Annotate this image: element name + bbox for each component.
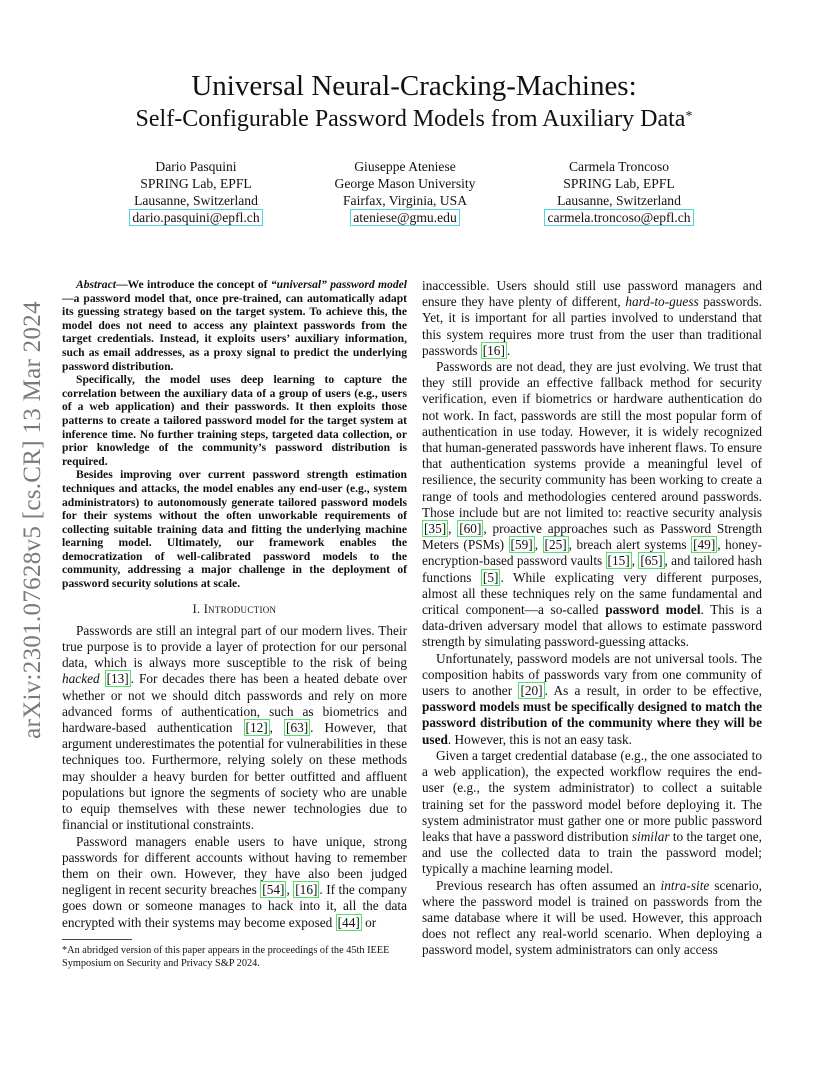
citation-link[interactable]: [59] bbox=[510, 537, 533, 553]
body-paragraph: Passwords are not dead, they are just evolving. We trust that they still provide an effective fallback method for security verification, even if biometrics or hardware authentication do not work. In fact, passwords are still the most popular form of authentication in use today. However, it is widely recognized that human-generated passwords have inherent flaws. To ensure that authentication systems provide a meaningful level of resilience, the security community has been working to create a range of tools and methodologies centered around passwords. Those include but are not limited to: reactive security analysis [35] , [60] , proactive approaches such as Password Strength Meters (PSMs) [59] , [25] , breach alert systems [49] , honey-encryption-based password vaults [15] , [65] , and tailored hash functions [5] . While explicating very different purposes, almost all these techniques rely on the same fundamental and critical component—a so-called password model. This is a data-driven adversary model that allows to estimate password strength by simulating password-guessing attacks. bbox=[422, 359, 763, 650]
title-line-1: Universal Neural-Cracking-Machines: bbox=[191, 70, 637, 102]
abstract-paragraph: Besides improving over current password strength estimation techniques and attacks, the model enables any end-user (e.g., system administrators) to autonomously generate tailored password models for their systems without the often unworkable requirements of collecting suitable training data and fitting the underlying machine learning model. Ultimately, our framework enables the democratization of well-calibrated password models to the community, addressing a major challenge in the deployment of password security solutions at scale. bbox=[62, 468, 407, 591]
citation-link[interactable]: [20] bbox=[520, 683, 543, 699]
paper-title bbox=[60, 68, 768, 134]
text: Unfortunately, password models are not universal tools. The composition habits of passwords vary from one community of users to another bbox=[422, 650, 762, 699]
title-footnote-mark: * bbox=[685, 109, 693, 124]
body-paragraph: Passwords are still an integral part of our modern lives. Their true purpose is to provide a layer of protection for our personal data, which is always more susceptible to the risk of being hacked [13] . For decades there has been a heated debate over whether or not we should ditch passwords and rely on more advanced forms of authentication, such as biometrics and hardware-based authentication [12] , [63] . However, that argument underestimates the potential for vulnerabilities in these techniques too. Furthermore, relying solely on these methods may shoulder a heavy burden for better outfitted and affluent populations but ignore the segments of society who are unable to equip themselves with these newer technologies due to financial or institutional constraints. bbox=[62, 622, 408, 833]
emphasis: hard-to-guess bbox=[625, 294, 699, 310]
text: Previous research has often assumed an bbox=[436, 877, 661, 893]
body-paragraph bbox=[422, 748, 762, 878]
text: —a password model that, once pre-trained, can automatically adapt its guessing strategy based on the target system. To achieve this, the model does not need to access any plaintext passwords from the target credentials. Instead, it exploits users’ auxiliary information, such as email addresses, as a proxy signal to predict the underlying password distribution. bbox=[62, 291, 407, 373]
citation-link[interactable]: [5] bbox=[482, 569, 499, 585]
author-location: Lausanne, Switzerland bbox=[134, 193, 258, 208]
title-line-2-text: Self-Configurable Password Models from Auxiliary Data bbox=[135, 106, 686, 132]
body-paragraph bbox=[422, 651, 762, 748]
author-3 bbox=[509, 158, 729, 226]
author-affiliation: SPRING Lab, EPFL bbox=[140, 176, 252, 191]
text: to the target one, and use the collected data to train the password model; typically a machine learning model. bbox=[422, 828, 762, 877]
section-heading bbox=[62, 601, 407, 617]
abstract-label: Abstract bbox=[76, 278, 116, 291]
footnote-rule bbox=[62, 939, 132, 940]
left-column bbox=[62, 278, 407, 931]
author-location: Fairfax, Virginia, USA bbox=[342, 193, 468, 208]
body-paragraph bbox=[422, 278, 762, 359]
citation-link[interactable]: [16] bbox=[482, 342, 505, 358]
author-1 bbox=[86, 158, 306, 226]
abstract-paragraph bbox=[62, 278, 407, 373]
title-line-2 bbox=[60, 104, 768, 134]
citation-link[interactable]: [25] bbox=[544, 537, 567, 553]
citation-link[interactable]: [12] bbox=[245, 720, 268, 736]
citation-link[interactable]: [35] bbox=[424, 521, 447, 537]
citation-link[interactable]: [60] bbox=[459, 521, 482, 537]
author-name: Carmela Troncoso bbox=[568, 159, 670, 174]
text: , and tailored hash functions bbox=[422, 553, 763, 585]
text: . While explicating very different purposes, almost all these techniques rely on the same fundamental and critical component—a so-called bbox=[422, 569, 762, 618]
body-paragraph: Password managers enable users to have unique, strong passwords for different accounts without having to remember them on their own. However, they have also been judged negligent in recent security breaches [54] , [16] . If the company goes down or someone manages to hack into it, all the data encrypted with their systems may become exposed [44] or bbox=[62, 833, 407, 930]
text: . However, that argument underestimates the potential for vulnerabilities in these techniques too. Furthermore, relying solely on these methods may shoulder a heavy burden for better outfitted and affluent populations but ignore the segments of society who are unable to equip themselves with these newer technologies due to financial or institutional constraints. bbox=[62, 720, 408, 833]
text: Password managers enable users to have unique, strong passwords for different accounts without having to remember them on their own. However, they have also been judged negligent in recent security breaches bbox=[62, 833, 407, 898]
text: . bbox=[506, 342, 511, 358]
author-name: Dario Pasquini bbox=[155, 159, 237, 174]
emphasis: similar bbox=[631, 828, 670, 844]
bold-term: password model bbox=[605, 602, 701, 618]
text: Passwords are still an integral part of our modern lives. Their true purpose is to provide a layer of protection for our personal data, which is always more susceptible to the risk of being bbox=[62, 622, 407, 671]
text: Passwords are not dead, they are just evolving. We trust that they still provide an effective fallback method for security verification, even if biometrics or hardware authentication do not work. In fact, passwords are still the most popular form of authentication in use today. However, it is widely recognized that human-generated passwords have inherent flaws. To ensure that authentication systems provide a meaningful level of resilience, the security community has been working to create a range of tools and methodologies centered around passwords. Those include but are not limited to: reactive security analysis bbox=[422, 359, 762, 520]
text: , breach alert systems bbox=[568, 537, 692, 553]
abstract-paragraph: Specifically, the model uses deep learning to capture the correlation between the auxiliary data of a group of users (e.g., users of a web application) and their passwords. It then exploits those patterns to create a tailored password model for the target system at inference time. No further training steps, targeted data collection, or prior knowledge of the community’s password distribution is required. bbox=[62, 373, 407, 468]
author-2 bbox=[295, 158, 515, 226]
text: , honey-encryption-based password vaults bbox=[422, 537, 762, 569]
emphasis: hacked bbox=[62, 671, 100, 687]
text: passwords. Yet, it is important for all parties involved to understand that this system requires more trust from the user than traditional passwords bbox=[422, 294, 762, 358]
right-column bbox=[422, 278, 762, 959]
author-affiliation: George Mason University bbox=[334, 176, 476, 191]
author-name: Giuseppe Ateniese bbox=[354, 159, 456, 174]
section-heading-text: I. Introduction bbox=[192, 601, 277, 616]
citation-link[interactable]: [49] bbox=[693, 537, 716, 553]
body-paragraph bbox=[422, 878, 762, 959]
text: scenario, where the password model is trained on passwords from the same database where it will be used. However, this approach does not reflect any real-world scenario. When deploying a password model, system administrators can only access bbox=[422, 877, 762, 958]
text: . For decades there has been a heated debate over whether or not we should ditch passwords and rely on more advanced forms of authentication, such as biometrics and hardware-based authentication bbox=[62, 671, 407, 736]
text: —We introduce the concept of bbox=[115, 278, 271, 291]
text: . As a result, in order to be effective, bbox=[544, 683, 762, 699]
text: inaccessible. Users should still use password managers and ensure they have plenty of different, bbox=[422, 278, 762, 310]
author-affiliation: SPRING Lab, EPFL bbox=[563, 176, 675, 191]
text: . If the company goes down or someone manages to hack into it, all the data encrypted with their systems may become exposed bbox=[62, 882, 407, 930]
citation-link[interactable]: [13] bbox=[106, 671, 129, 687]
emphasis: “universal” password model bbox=[270, 278, 407, 291]
citation-link[interactable]: [63] bbox=[286, 720, 309, 736]
text: . However, this is not an easy task. bbox=[447, 731, 632, 747]
citation-link[interactable]: [54] bbox=[262, 882, 285, 898]
text: or bbox=[361, 914, 377, 930]
author-location: Lausanne, Switzerland bbox=[557, 193, 681, 208]
text: , proactive approaches such as Password Strength Meters (PSMs) bbox=[422, 521, 762, 553]
arxiv-identifier bbox=[14, 280, 52, 760]
citation-link[interactable]: [16] bbox=[295, 882, 318, 898]
author-email-link[interactable]: carmela.troncoso@epfl.ch bbox=[544, 209, 693, 226]
citation-link[interactable]: [65] bbox=[640, 553, 663, 569]
bold-statement: password models must be specifically designed to match the password distribution of the community where they will be used bbox=[422, 699, 762, 747]
footnote: *An abridged version of this paper appears in the proceedings of the 45th IEEE Symposium on Security and Privacy S&P 2024. bbox=[62, 945, 390, 969]
citation-link[interactable]: [44] bbox=[337, 914, 360, 930]
arxiv-identifier-text: arXiv:2301.07628v5 [cs.CR] 13 Mar 2024 bbox=[19, 301, 46, 739]
text: Given a target credential database (e.g., the one associated to a web application), the expected workflow requires the end-user (e.g., the system administrator) to collect a suitable training set for the password model before deploying it. The system administrator must gather one or more public password leaks that have a password distribution bbox=[422, 747, 762, 844]
author-email-link[interactable]: ateniese@gmu.edu bbox=[350, 209, 460, 226]
author-email-link[interactable]: dario.pasquini@epfl.ch bbox=[129, 209, 262, 226]
text: . This is a data-driven adversary model that allows to estimate password strength by simulating password-guessing attacks. bbox=[422, 602, 763, 650]
emphasis: intra-site bbox=[660, 877, 710, 893]
citation-link[interactable]: [15] bbox=[607, 553, 630, 569]
